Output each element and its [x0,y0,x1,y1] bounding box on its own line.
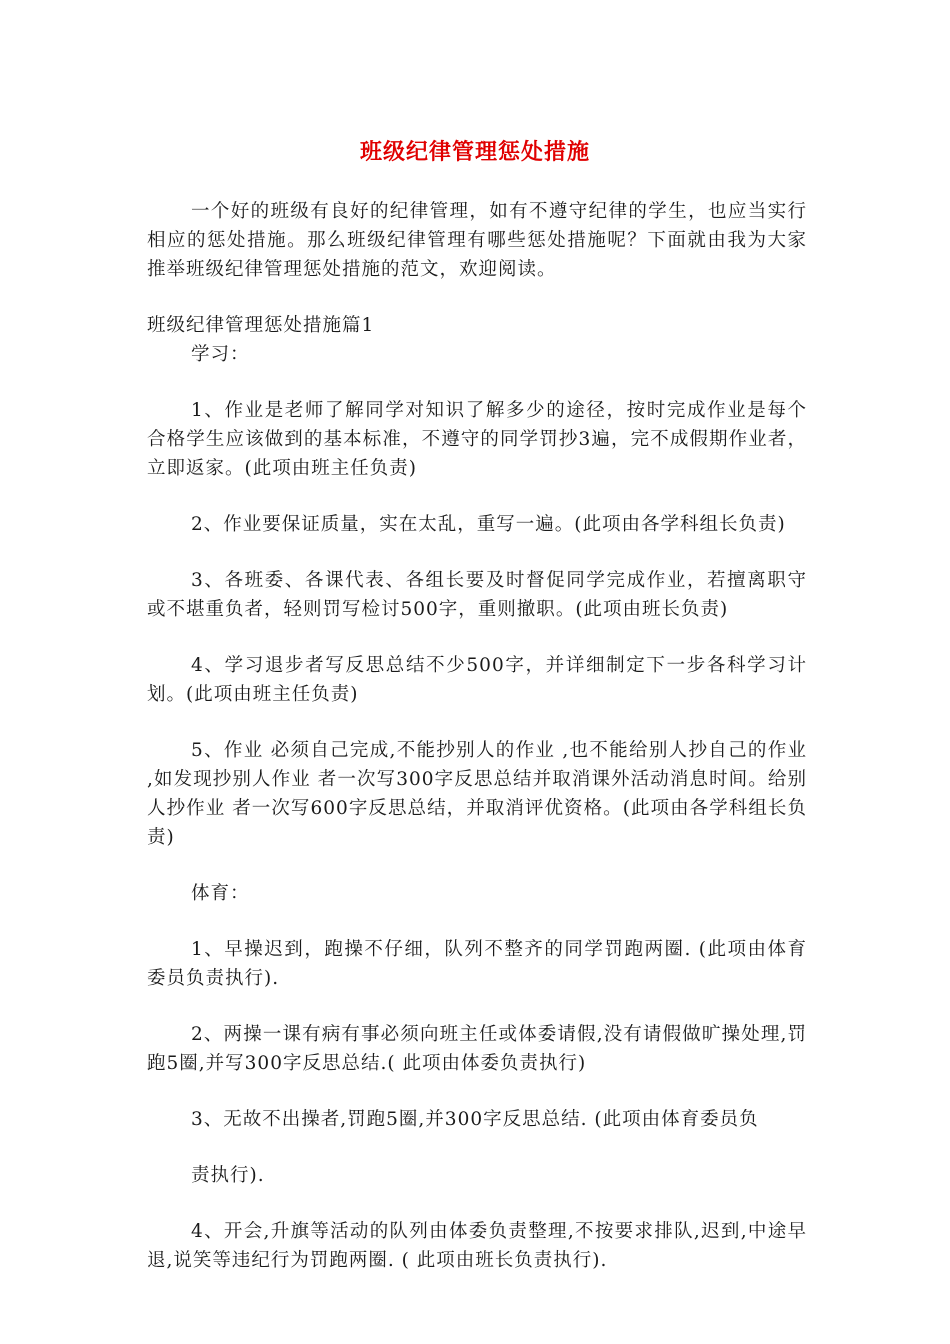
pe-item-2: 2、两操一课有病有事必须向班主任或体委请假,没有请假做旷操处理,罚跑5圈,并写300字反思总结.( 此项由体委负责执行) [147,1024,807,1074]
pe-heading: 体育： [191,883,250,904]
pe-item-1: 1、早操迟到，跑操不仔细，队列不整齐的同学罚跑两圈. (此项由体育委员负责执行). [147,939,807,989]
study-item-1: 1、作业是老师了解同学对知识了解多少的途径，按时完成作业是每个合格学生应该做到的基本标准，不遵守的同学罚抄3遍，完不成假期作业者，立即返家。(此项由班主任负责) [147,400,807,479]
pe-item-3: 3、无故不出操者,罚跑5圈,并300字反思总结. (此项由体育委员负 [191,1109,759,1130]
study-item-3: 3、各班委、各课代表、各组长要及时督促同学完成作业，若擅离职守或不堪重负者，轻则罚写检讨500字，重则撤职。(此项由班长负责) [147,570,807,620]
study-item-5: 5、作业 必须自己完成,不能抄别人的作业 ,也不能给别人抄自己的作业 ,如发现抄别人作业 者一次写300字反思总结并取消课外活动消息时间。给别人抄作业 者一次写600字反思总结，并取消评优资格。(此项由各学科组长负责) [147,740,807,848]
study-heading: 学习： [191,344,250,365]
document-title: 班级纪律管理惩处措施 [359,140,590,165]
document-body [147,197,807,1275]
section-heading: 班级纪律管理惩处措施篇1 [147,315,375,336]
pe-item-4: 4、开会,升旗等活动的队列由体委负责整理,不按要求排队,迟到,中途早退,说笑等违纪行为罚跑两圈. ( 此项由班长负责执行). [147,1221,807,1271]
pe-item-3-continued: 责执行). [191,1165,265,1186]
intro-paragraph: 一个好的班级有良好的纪律管理，如有不遵守纪律的学生，也应当实行相应的惩处措施。那么班级纪律管理有哪些惩处措施呢？下面就由我为大家推举班级纪律管理惩处措施的范文，欢迎阅读。 [147,201,807,280]
study-item-4: 4、学习退步者写反思总结不少500字，并详细制定下一步各科学习计划。(此项由班主任负责) [147,655,807,705]
study-item-2: 2、作业要保证质量，实在太乱，重写一遍。(此项由各学科组长负责) [191,514,786,535]
